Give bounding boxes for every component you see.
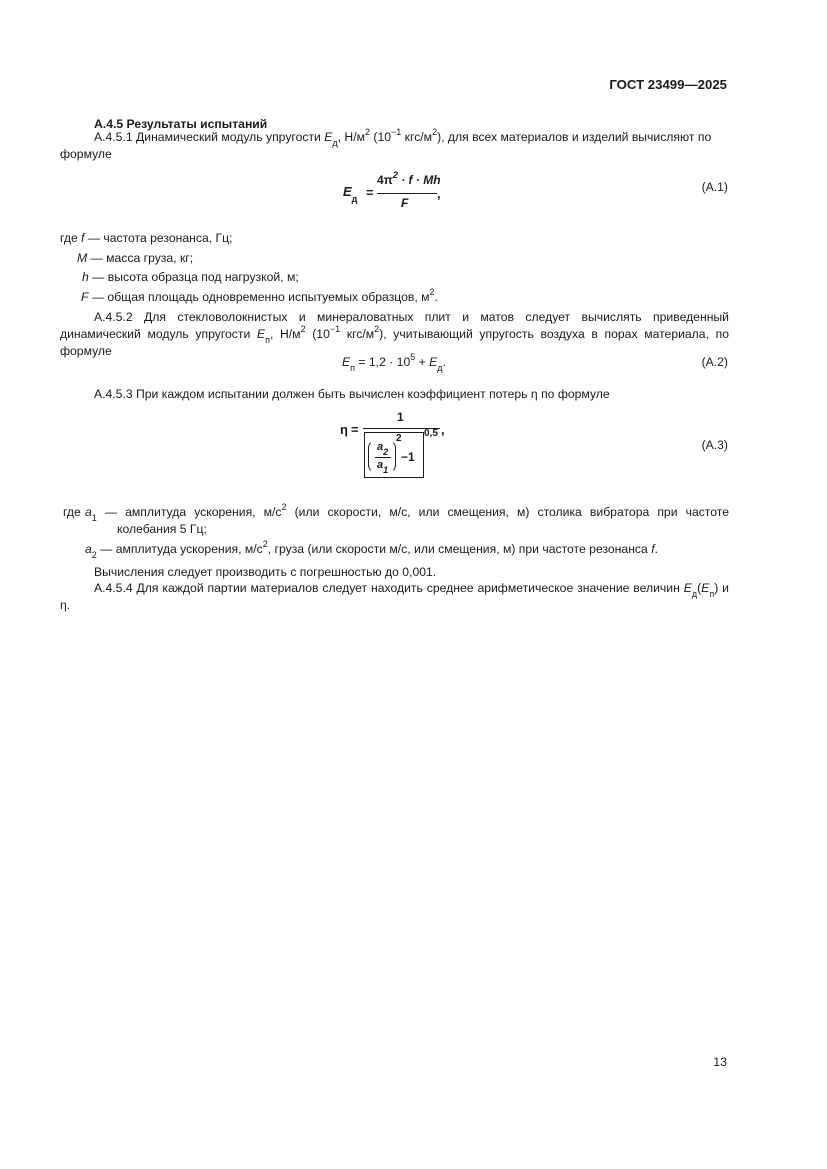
equation-a2: $E_п = 1,2 \cdot 10^5 + E_д$. (342, 351, 446, 374)
eq3-a1: $a_1$ (377, 459, 389, 476)
eq3-inner-fraction-bar (375, 457, 391, 458)
where-label-1: где (60, 231, 78, 245)
where-item-a2: $a_2$ — амплитуда ускорения, $м/с^2$, груза (или скорости м/с, или смещения, м) при частоте резонанса f. (85, 538, 658, 561)
page-number: 13 (713, 1055, 727, 1069)
eq3-comma: , (441, 422, 445, 437)
where-item-M: M — масса груза, кг; (77, 251, 194, 265)
paragraph-a452: А.4.5.2 Для стекловолокнистых и минераловатных плит и матов следует вычислять приведенный динамический модуль упругости $E_п$, $Н/м^2$ ($10^{-1}$ кгс/$м^2$), учитывающий упругость воздуха в порах материала, по формуле (60, 310, 729, 358)
eq3-minus-one: −1 (401, 450, 415, 464)
equation-number-a1: (А.1) (701, 180, 728, 194)
document-standard-number: ГОСТ 23499—2025 (609, 77, 727, 92)
eq1-lhs: $E_д$ (343, 184, 358, 204)
paragraph-a454: А.4.5.4 Для каждой партии материалов следует находить среднее арифметическое значение величин $E_д(E_п)$ и η. (60, 581, 729, 612)
eq3-square-exponent: 2 (396, 433, 402, 444)
eq1-denominator: F (401, 196, 409, 210)
eq3-numerator: 1 (397, 410, 404, 424)
section-title: А.4.5 Результаты испытаний (94, 117, 268, 131)
paragraph-a451: А.4.5.1 Динамический модуль упругости $E_д$, $Н/м^2$ ($10^{-1}$ кгс/$м^2$), для всех материалов и изделий вычисляют по формуле (60, 126, 712, 161)
eq3-a2: $a_2$ (377, 441, 389, 458)
eq1-comma: , (437, 186, 441, 201)
eq1-equals: = (366, 185, 374, 200)
equation-number-a3: (А.3) (701, 438, 728, 452)
where-item-F: F — общая площадь одновременно испытуемых образцов, $м^2$. (81, 286, 438, 304)
where-item-a1-continuation: колебания 5 Гц; (117, 522, 207, 536)
eq1-fraction-bar (377, 193, 437, 194)
eq3-equals: = (351, 422, 359, 437)
where-item-f: f — частота резонанса, Гц; (81, 231, 233, 245)
eq1-numerator: $4\pi^2 \cdot f \cdot Mh$ (377, 170, 441, 187)
where-item-h: h — высота образца под нагрузкой, м; (82, 270, 299, 284)
where-label-2: где (63, 505, 81, 519)
where-item-a1: $a_1$ — амплитуда ускорения, $м/с^2$ (или скорости, м/с, или смещения, м) столика вибратора при частоте (85, 501, 729, 524)
paragraph-a453: А.4.5.3 При каждом испытании должен быть вычислен коэффициент потерь η по формуле (94, 387, 610, 401)
paragraph-precision: Вычисления следует производить с погрешностью до 0,001. (94, 565, 437, 579)
eq3-exponent: 0,5 (424, 428, 438, 439)
eq3-eta: η (340, 422, 348, 437)
equation-number-a2: (А.2) (701, 355, 728, 369)
